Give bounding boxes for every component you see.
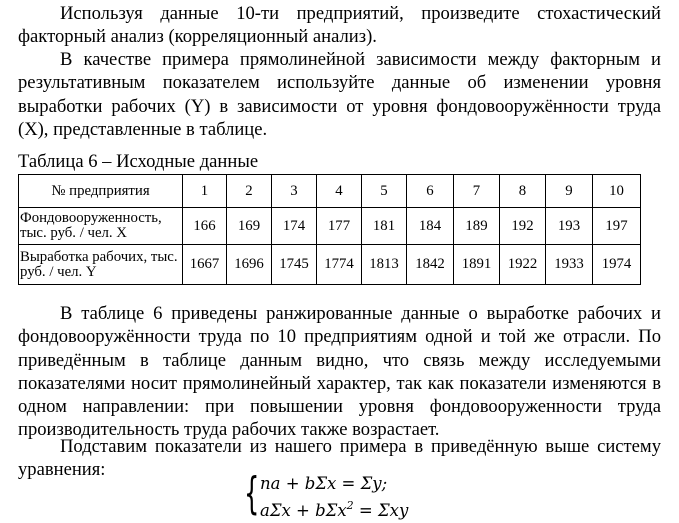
table-cell: 1842 [407,245,454,285]
row-label-x: Фондовооруженность, тыс. руб. / чел. X [19,208,183,245]
table-row-x [19,208,641,245]
equation-exponent: 2 [346,499,354,512]
table-cell: 1933 [546,245,593,285]
paragraph-substitute: Подставим показатели из нашего примера в приведённую выше систему уравнения: [18,436,661,481]
header-cell: 5 [362,175,407,208]
header-cell: 2 [227,175,272,208]
header-cell: 9 [546,175,593,208]
table-cell: 174 [272,208,317,245]
table-cell: 197 [593,208,641,245]
header-cell-enterprise: № предприятия [19,175,183,208]
table-cell: 166 [183,208,227,245]
table-cell: 192 [500,208,546,245]
header-cell: 4 [317,175,362,208]
table-cell: 1696 [227,245,272,285]
paragraph-example: В качестве примера прямолинейной зависимости между факторным и результативным показателем используйте данные об изменении уровня выработки рабочих (Y) в зависимости от уровня фондовооружённости труда (X), представленные в таблице. [18,49,661,140]
header-cell: 3 [272,175,317,208]
table-cell: 1891 [454,245,500,285]
table-cell: 1922 [500,245,546,285]
header-cell: 8 [500,175,546,208]
header-cell: 7 [454,175,500,208]
equation-line-1: na + bΣx = Σy; [260,474,388,493]
table-cell: 193 [546,208,593,245]
table-caption: Таблица 6 – Исходные данные [18,151,259,172]
table-cell: 1813 [362,245,407,285]
row-label-y: Выработка рабочих, тыс. руб. / чел. Y [19,245,183,285]
table-cell: 169 [227,208,272,245]
header-cell: 10 [593,175,641,208]
paragraph-task: Используя данные 10-ти предприятий, произведите стохастический факторный анализ (корреляционный анализ). [18,3,661,48]
table-header-row [19,175,641,208]
table-cell: 177 [317,208,362,245]
equation-line-2-left: aΣx + bΣx [260,501,347,520]
equation-line-2 [260,499,408,520]
table-cell: 1774 [317,245,362,285]
table-cell: 189 [454,208,500,245]
table-cell: 1667 [183,245,227,285]
paragraph-analysis: В таблице 6 приведены ранжированные данные о выработке рабочих и фондовооружённости труда по 10 предприятиям одной и той же отрасли. По приведённым в таблице данным видно, что связь между исследуемыми показателями носит прямолинейный характер, так как показатели изменяются в одном направлении: при повышении уровня фондовооруженности труда производительность труда рабочих также возрастает. [18,303,661,441]
table-cell: 1974 [593,245,641,285]
table-cell: 181 [362,208,407,245]
table-cell: 184 [407,208,454,245]
header-cell: 1 [183,175,227,208]
source-data-table [18,174,641,285]
equation-line-2-right: = Σxy [353,501,409,520]
table-cell: 1745 [272,245,317,285]
table-row-y [19,245,641,285]
system-brace: { [244,468,260,519]
equation-system [244,468,504,522]
header-cell: 6 [407,175,454,208]
